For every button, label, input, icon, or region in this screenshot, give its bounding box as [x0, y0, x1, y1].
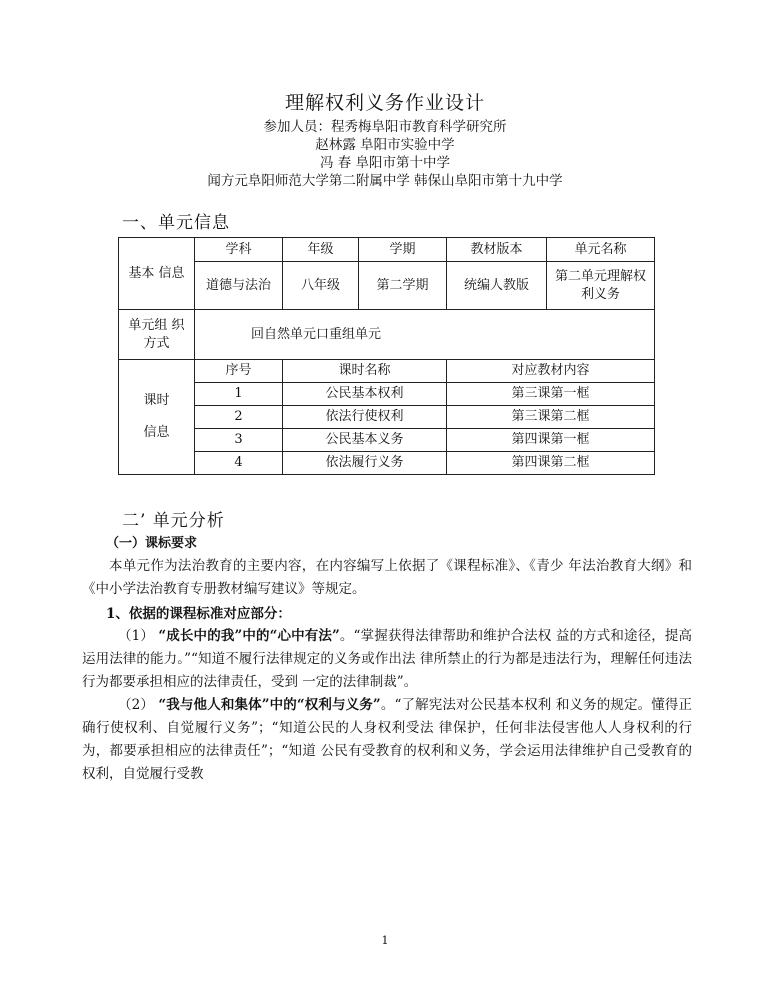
standard-paragraph-1: [82, 625, 692, 694]
lesson-cell: 依法履行义务: [283, 452, 447, 475]
section-heading-unit-analysis: 二’ 单元分析: [122, 511, 225, 531]
item-text: 。“掌握获得法律帮助和维护合法权 益的方式和途径，提高运用法律的能力。”“知道不履行法律规定的义务或作出法 律所禁止的行为都是违法行为，理解任何违法行为都要承担相应的法律责任，受到 一定的法律制裁”。: [82, 628, 692, 690]
page-number: 1: [381, 934, 389, 947]
standard-paragraph-2: [82, 694, 692, 786]
table-row: [119, 452, 655, 475]
lesson-header-cell: 课时名称: [283, 360, 447, 383]
intro-paragraph: 本单元作为法治教育的主要内容，在内容编写上依据了《课程标准》、《青少 年法治教育大纲》和《中小学法治教育专册教材编写建议》等规定。: [82, 558, 692, 597]
table-row: [119, 383, 655, 406]
author-line: 闻方元阜阳师范大学第二附属中学 韩保山阜阳市第十九中学: [207, 173, 563, 189]
lesson-cell: 第四课第一框: [447, 429, 655, 452]
value-cell: 道德与法治: [195, 262, 283, 310]
lesson-cell: 依法行使权利: [283, 406, 447, 429]
lesson-cell: 2: [195, 406, 283, 429]
lesson-header-cell: 对应教材内容: [447, 360, 655, 383]
point-heading: 1、依据的课程标准对应部分：: [106, 606, 291, 622]
value-cell: 第二单元理解权利义务: [547, 262, 655, 310]
lesson-cell: 1: [195, 383, 283, 406]
header-cell: 年级: [283, 238, 359, 262]
item-number: （2）: [118, 697, 154, 713]
value-cell: 八年级: [283, 262, 359, 310]
section-heading-unit-info: 一、单元信息: [122, 213, 230, 233]
basic-info-label: 基本 信息: [119, 238, 195, 310]
lesson-header-cell: 序号: [195, 360, 283, 383]
table-row: [119, 406, 655, 429]
value-cell: 统编人教版: [447, 262, 547, 310]
item-bold-title: “成长中的我”中的“心中有法”: [158, 628, 340, 644]
lesson-cell: 第四课第二框: [447, 452, 655, 475]
lesson-cell: 第三课第一框: [447, 383, 655, 406]
lesson-label-line: 信息: [143, 425, 170, 440]
subsection-heading: （一）课标要求: [106, 536, 198, 551]
author-line: 参加人员：程秀梅阜阳市教育科学研究所: [263, 119, 507, 135]
author-line: 冯 春 阜阳市第十中学: [319, 155, 451, 171]
lesson-cell: 4: [195, 452, 283, 475]
lesson-info-label: [119, 360, 195, 475]
header-cell: 学期: [359, 238, 447, 262]
author-line: 赵林露 阜阳市实验中学: [315, 137, 455, 153]
unit-info-table: [118, 237, 655, 475]
org-label: 单元组 织方式: [119, 310, 195, 360]
lesson-cell: 公民基本义务: [283, 429, 447, 452]
item-bold-title: “我与他人和集体”中的“权利与义务”: [158, 697, 381, 713]
lesson-cell: 3: [195, 429, 283, 452]
lesson-cell: 公民基本权利: [283, 383, 447, 406]
value-cell: 第二学期: [359, 262, 447, 310]
authors-block: [0, 118, 770, 190]
item-number: （1）: [118, 628, 154, 644]
header-cell: 教材版本: [447, 238, 547, 262]
org-value: 回自然单元口重组单元: [195, 310, 655, 360]
lesson-cell: 第三课第二框: [447, 406, 655, 429]
lesson-label-line: 课时: [143, 393, 170, 408]
header-cell: 单元名称: [547, 238, 655, 262]
document-title: 理解权利义务作业设计: [284, 92, 485, 114]
table-row: [119, 429, 655, 452]
item-text: 。“了解宪法对公民基本权利 和义务的规定。懂得正确行使权利、自觉履行义务”；“知道公民的人身权利受法 律保护，任何非法侵害他人人身权利的行为，都要承担相应的法律责任”；“知道 公民有受教育的权利和义务，学会运用法律维护自己受教育的权利，自觉履行受教: [82, 697, 692, 782]
header-cell: 学科: [195, 238, 283, 262]
